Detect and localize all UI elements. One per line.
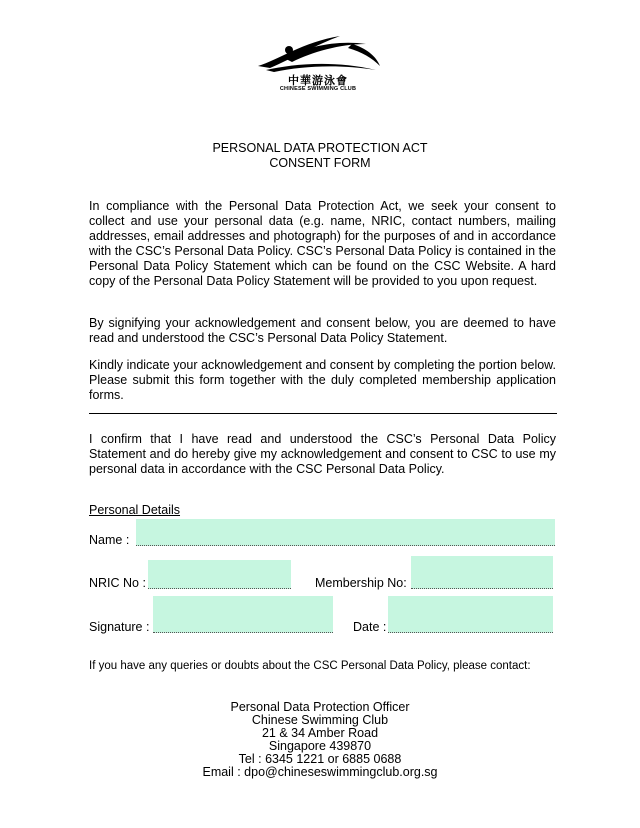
contact-club: Chinese Swimming Club xyxy=(251,713,389,727)
form-title: PERSONAL DATA PROTECTION ACT xyxy=(212,141,428,155)
queries-text: If you have any queries or doubts about the CSC Personal Data Policy, please contact: xyxy=(89,660,531,672)
contact-address: 21 & 34 Amber Road xyxy=(261,726,379,740)
contact-email[interactable]: Email : dpo@chineseswimmingclub.org.sg xyxy=(202,765,438,779)
instruction-paragraph: Kindly indicate your acknowledgement and consent by completing the portion below. Please submit this form together with the duly completed membership application forms. xyxy=(89,358,556,402)
logo-english-name: CHINESE SWIMMING CLUB xyxy=(279,86,357,92)
name-label: Name : xyxy=(89,533,130,547)
signature-label: Signature : xyxy=(89,620,150,634)
logo-chinese-name: 中華游泳會 xyxy=(288,74,348,87)
section-divider xyxy=(89,413,557,414)
contact-postal: Singapore 439870 xyxy=(268,739,372,753)
acknowledgement-paragraph: By signifying your acknowledgement and consent below, you are deemed to have read and understood the CSC’s Personal Data Policy Statement. xyxy=(89,316,556,345)
membership-field[interactable] xyxy=(411,556,553,589)
nric-label: NRIC No : xyxy=(89,576,146,590)
form-subtitle: CONSENT FORM xyxy=(269,156,371,170)
confirmation-paragraph: I confirm that I have read and understood the CSC’s Personal Data Policy Statement and do hereby give my acknowledgement and consent to CSC to use my personal data in accordance with the CSC Personal Data Policy. xyxy=(89,432,556,476)
swimmer-logo-icon xyxy=(248,30,388,74)
nric-field[interactable] xyxy=(148,560,291,589)
signature-field[interactable] xyxy=(153,596,333,633)
membership-label: Membership No: xyxy=(315,576,407,590)
personal-details-heading: Personal Details xyxy=(89,503,181,517)
compliance-paragraph: In compliance with the Personal Data Protection Act, we seek your consent to collect and use your personal data (e.g. name, NRIC, contact numbers, mailing addresses, email addresses and photograph) for the purposes of and in accordance with the CSC’s Personal Data Policy. CSC’s Personal Data Policy is contained in the Personal Data Policy Statement which can be found on the CSC Website. A hard copy of the Personal Data Policy Statement will be provided to you upon request. xyxy=(89,199,556,288)
contact-officer: Personal Data Protection Officer xyxy=(230,700,410,714)
name-field[interactable] xyxy=(136,519,555,546)
date-field[interactable] xyxy=(388,596,553,633)
contact-phone: Tel : 6345 1221 or 6885 0688 xyxy=(238,752,402,766)
date-label: Date : xyxy=(353,620,387,634)
